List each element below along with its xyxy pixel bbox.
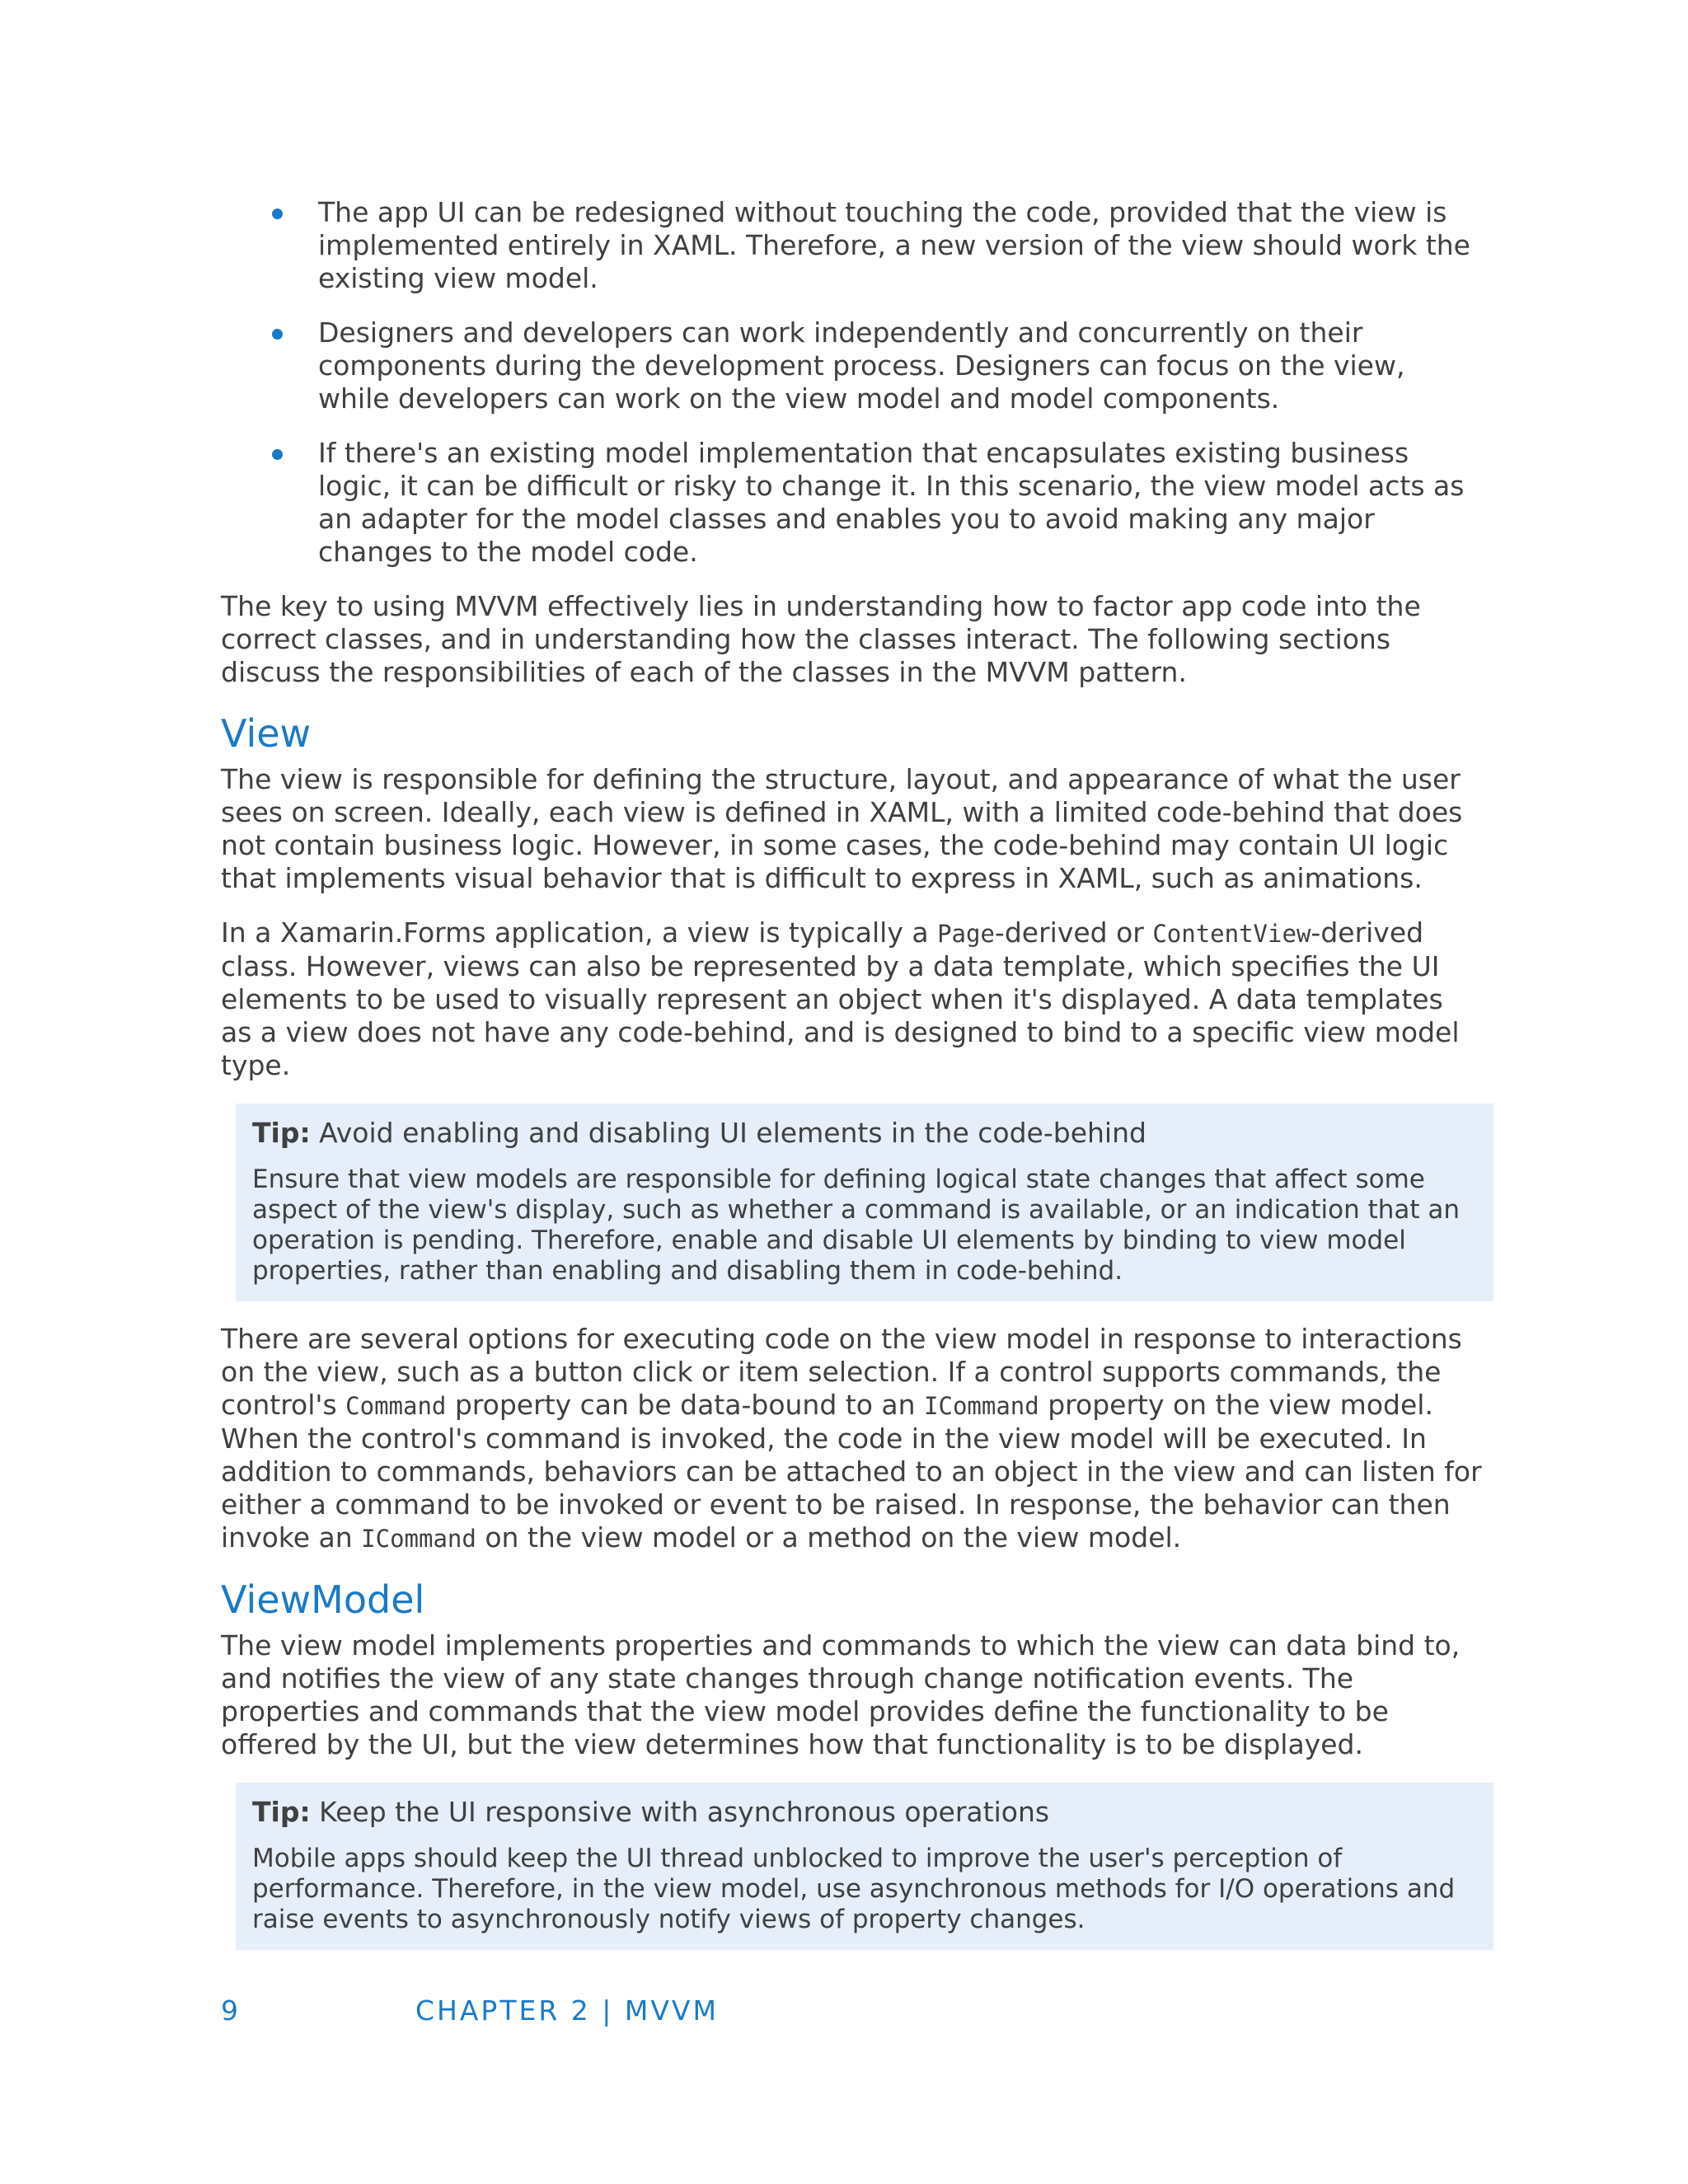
benefits-list [221, 196, 1482, 569]
text-run: -derived or [994, 916, 1153, 949]
tip-box-ui-elements [236, 1104, 1493, 1301]
viewmodel-paragraph-1: The view model implements properties and commands to which the view can data bind to, and notifies the view of any state changes through change notification events. The properties and commands that the view model provides define the functionality to be offered by the UI, but the view determines how that functionality is to be displayed. [221, 1629, 1461, 1760]
tip-body: Ensure that view models are responsible for defining logical state changes that affect some aspect of the view's display, such as whether a command is available, or an indication that an operation is pending. Therefore, enable and disable UI elements by binding to view model properties, rather than enabling and disabling them in code-behind. [252, 1165, 1461, 1286]
text-run: property can be data-bound to an [446, 1389, 925, 1421]
page-footer [221, 1994, 719, 2027]
code-contentview: ContentView [1152, 920, 1311, 948]
page-content [221, 196, 1482, 1971]
tip-title-text: Keep the UI responsive with asynchronous operations [310, 1796, 1050, 1828]
intro-paragraph: The key to using MVVM effectively lies in understanding how to factor app code into the correct classes, and in understanding how the classes interact. The following sections discuss the responsibilities of each of the classes in the MVVM pattern. [221, 590, 1421, 688]
tip-body: Mobile apps should keep the UI thread unblocked to improve the user's perception of performance. Therefore, in the view model, use asynchronous methods for I/O operations and raise events to asynchronously notify views of property changes. [252, 1844, 1456, 1934]
code-icommand: ICommand [361, 1525, 476, 1553]
tip-box-async [236, 1783, 1493, 1950]
list-item: The app UI can be redesigned without touching the code, provided that the view is implemented entirely in XAML. Therefore, a new version of the view should work the existing view model. [221, 196, 1482, 295]
text-run: In a Xamarin.Forms application, a view is typically a [221, 916, 938, 949]
tip-label: Tip: [252, 1117, 311, 1149]
tip-title [252, 1796, 1477, 1829]
text-run: There are several options for executing code on the view model in response to interactions on the view, such as a button click or item selection. If a control supports commands, the control's [221, 1323, 1462, 1421]
view-paragraph-2 [221, 916, 1482, 1082]
code-icommand: ICommand [924, 1392, 1039, 1420]
tip-title-text: Avoid enabling and disabling UI elements in the code-behind [310, 1117, 1146, 1149]
chapter-title: CHAPTER 2 | MVVM [415, 1994, 719, 2027]
list-item: Designers and developers can work independently and concurrently on their components during the development process. Designers can focus on the view, while developers can work on the view model and model components. [221, 316, 1482, 415]
view-paragraph-1: The view is responsible for defining the structure, layout, and appearance of what the user sees on screen. Ideally, each view is defined in XAML, with a limited code-behind that does not contain business logic. However, in some cases, the code-behind may contain UI logic that implements visual behavior that is difficult to express in XAML, such as animations. [221, 763, 1463, 894]
section-heading-view: View [221, 711, 312, 756]
code-page: Page [937, 920, 995, 948]
text-run: on the view model or a method on the view model. [476, 1521, 1182, 1554]
list-item: If there's an existing model implementation that encapsulates existing business logic, it can be difficult or risky to change it. In this scenario, the view model acts as an adapter for the model classes and enables you to avoid making any major changes to the model code. [221, 437, 1482, 569]
section-heading-viewmodel: ViewModel [221, 1577, 425, 1622]
tip-label: Tip: [252, 1796, 311, 1828]
page-number: 9 [221, 1994, 238, 2027]
tip-title [252, 1117, 1477, 1150]
text-run: property on the view model. When the control's command is invoked, the code in the view model will be executed. In addition to commands, behaviors can be attached to an object in the view and can listen for either a command to be invoked or event to be raised. In response, the behavior can then invoke an [221, 1389, 1482, 1554]
code-command: Command [345, 1392, 447, 1420]
view-paragraph-3 [221, 1323, 1482, 1555]
text-run: -derived class. However, views can also be represented by a data template, which specifies the UI elements to be used to visually represent an object when it's displayed. A data templates as a view does not have any code-behind, and is designed to bind to a specific view model type. [221, 916, 1460, 1081]
